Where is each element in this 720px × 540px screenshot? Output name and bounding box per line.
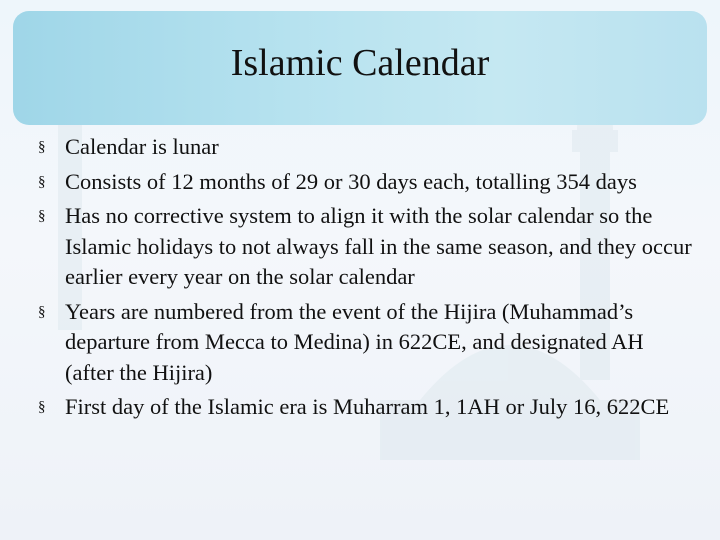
bullet-marker: § [38, 173, 46, 190]
bullet-item [38, 132, 694, 163]
bullet-item [38, 167, 694, 198]
bullet-text: Years are numbered from the event of the Hijira (Muhammad’s departure from Mecca to Medina) in 622CE, and designated AH (after the Hijira) [65, 298, 644, 385]
title-banner [13, 11, 707, 125]
bullet-text: First day of the Islamic era is Muharram 1, 1AH or July 16, 622CE [65, 394, 670, 419]
slide-title: Islamic Calendar [230, 42, 490, 84]
bullet-marker: § [38, 303, 46, 320]
bullet-list [38, 132, 694, 427]
bullet-item [38, 392, 694, 423]
bullet-item [38, 201, 694, 293]
bullet-marker: § [38, 208, 46, 224]
bullet-marker: § [38, 139, 46, 155]
bullet-item [38, 297, 694, 389]
bullet-text: Has no corrective system to align it with the solar calendar so the Islamic holidays to not always fall in the same season, and they occur earlier every year on the solar calendar [65, 203, 692, 289]
bullet-text: Calendar is lunar [65, 134, 219, 159]
bullet-marker: § [38, 399, 46, 415]
bullet-text: Consists of 12 months of 29 or 30 days each, totalling 354 days [65, 168, 637, 194]
